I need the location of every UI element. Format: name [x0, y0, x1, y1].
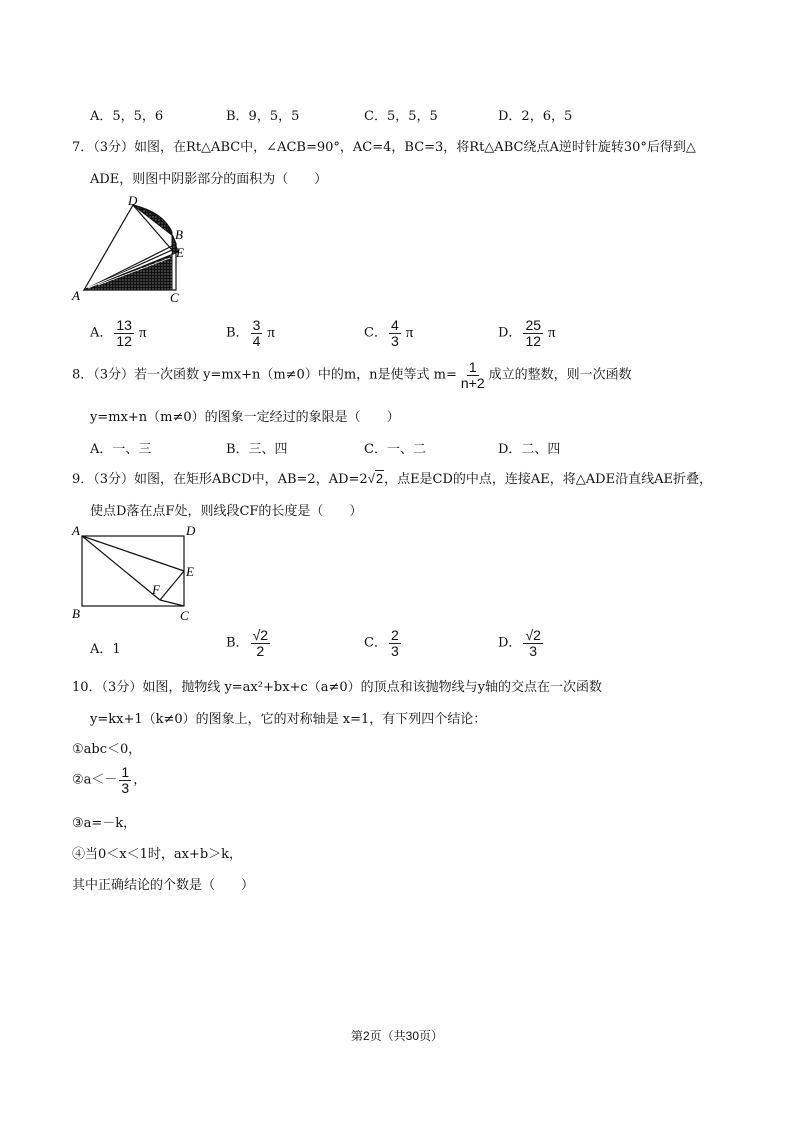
q8-stem-line1: 8．（3分）若一次函数 y=mx+n（m≠0）中的m，n是使等式 m= $\frac{1}{n+2}$ 成立的整数，则一次函数 — [72, 359, 632, 391]
q9-option-a: A．1 — [90, 642, 121, 657]
q10-conclusion-3: ③a=－k， — [72, 816, 137, 831]
q7-option-c: C． $\frac{4}{3}$ π — [364, 317, 414, 349]
q7-label-e: E — [176, 245, 184, 260]
q7-label-c: C — [170, 290, 179, 305]
q9-figure — [68, 520, 208, 625]
q6-option-c: C．5，5，5 — [364, 109, 438, 124]
q9-label-c: C — [180, 608, 189, 623]
q10-question: 其中正确结论的个数是（ ） — [72, 878, 255, 893]
q8-option-c: C．一、二 — [364, 442, 426, 457]
q9-line-fe — [160, 571, 184, 600]
q9-label-f: F — [152, 582, 160, 597]
q9-label-e: E — [186, 564, 194, 579]
q9-label-a: A — [72, 523, 80, 538]
q9-rectangle — [82, 536, 184, 606]
q9-stem-line1: 9．（3分）如图，在矩形ABCD中，AB=2，AD=2√2，点E是CD的中点，连接AE，将△ADE沿直线AE折叠， — [72, 471, 712, 487]
q9-line-af — [82, 536, 160, 600]
q7-stem-line2: ADE，则图中阴影部分的面积为（ ） — [90, 172, 328, 187]
q7-option-b: B． $\frac{3}{4}$ π — [226, 317, 275, 349]
q7-option-d: D． $\frac{25}{12}$ π — [498, 317, 556, 349]
q7-stem-line1: 7．（3分）如图，在Rt△ABC中，∠ACB=90°，AC=4，BC=3，将Rt△ABC绕点A逆时针旋转30°后得到△ — [72, 140, 696, 155]
q9-stem-line2: 使点D落在点F处，则线段CF的长度是（ ） — [90, 504, 363, 519]
q6-option-b: B．9，5，5 — [226, 109, 300, 124]
q8-stem-line2: y=mx+n（m≠0）的图象一定经过的象限是（ ） — [90, 410, 400, 425]
q6-option-a: A．5，5，6 — [90, 109, 164, 124]
q7-figure — [68, 192, 198, 307]
q7-label-b: B — [175, 227, 183, 242]
q10-conclusion-1: ①abc＜0， — [72, 742, 142, 757]
q6-option-d: D．2，6，5 — [498, 109, 573, 124]
q7-option-a: A． $\frac{13}{12}$ π — [90, 317, 147, 349]
q8-option-b: B．三、四 — [226, 442, 288, 457]
q10-conclusion-2: ②a＜－ $\frac{1}{3}$ ， — [72, 764, 147, 796]
q10-stem-line2: y=kx+1（k≠0）的图象上，它的对称轴是 x=1，有下列四个结论： — [90, 712, 487, 727]
q8-option-a: A．一、三 — [90, 442, 152, 457]
q10-stem-line1: 10．（3分）如图，抛物线 y=ax²+bx+c（a≠0）的顶点和该抛物线与y轴的交点在一次函数 — [72, 680, 602, 695]
q9-label-d: D — [186, 523, 196, 538]
q7-label-a: A — [72, 288, 80, 303]
page-footer: 第2页（共30页） — [350, 1029, 444, 1043]
q9-line-ae — [82, 536, 184, 571]
q9-label-b: B — [72, 606, 80, 621]
q7-label-d: D — [128, 193, 138, 208]
q9-option-b: B． $\frac{√2}{2}$ — [226, 627, 269, 659]
q8-option-d: D．二、四 — [498, 442, 561, 457]
q9-line-fc — [160, 600, 184, 606]
q9-option-d: D． $\frac{√2}{3}$ — [498, 627, 541, 659]
q9-option-c: C． $\frac{2}{3}$ — [364, 627, 399, 659]
q10-conclusion-4: ④当0＜x＜1时，ax+b＞k， — [72, 847, 243, 862]
